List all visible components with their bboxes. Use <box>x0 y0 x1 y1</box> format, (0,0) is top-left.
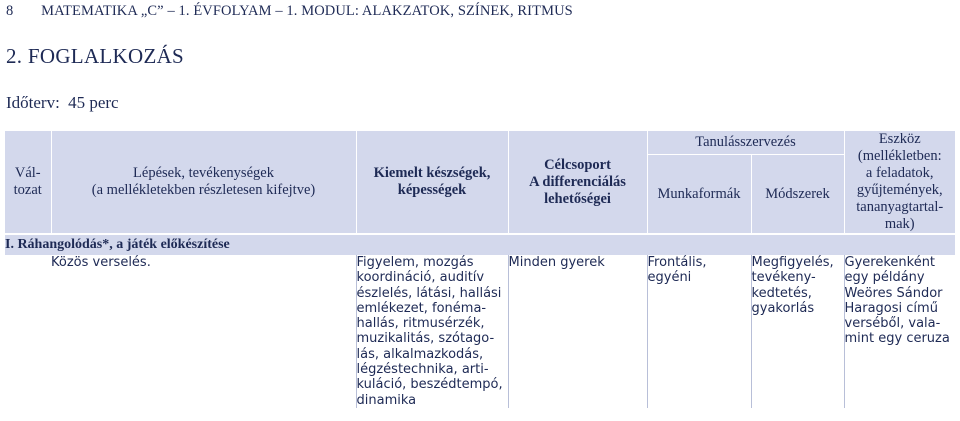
cell-skills: Figyelem, mozgás koordináció, auditív észlelés, látási, hallási emlékezet, fonéma- hallás, ritmusérzék, muzikalitás, szótago- lás, alkalmazkodás, légzéstechnika, arti- kuláció, beszédtempó, dinamika <box>356 255 508 408</box>
cell-tools: Gyerekenként egy példány Weöres Sándor Haragosi című verséből, vala- mint egy ceruza <box>844 255 950 347</box>
header-learning-organization: Tanulásszervezés <box>647 131 844 155</box>
header-work-forms: Munkaformák <box>647 155 751 235</box>
running-head-title: MATEMATIKA „C” – 1. ÉVFOLYAM – 1. MODUL: ALAKZATOK, SZÍNEK, RITMUS <box>41 3 573 19</box>
header-steps <box>51 131 356 234</box>
header-variant: Vál- tozat <box>5 131 51 234</box>
cell-work-forms: Frontális, egyéni <box>647 255 751 408</box>
header-methods: Módszerek <box>751 155 844 235</box>
header-steps-main: Lépések, tevékenységek <box>133 165 274 181</box>
table-row <box>5 255 955 408</box>
running-head <box>6 3 573 20</box>
section-row: I. Ráhangolódás*, a játék előkészítése <box>5 234 955 255</box>
time-plan-value: 45 perc <box>68 93 119 112</box>
cell-step: Közös verselés. <box>51 255 356 408</box>
time-plan <box>6 93 119 113</box>
header-steps-sub: (a mellékletekben részletesen kifejtve) <box>91 182 316 198</box>
cell-variant <box>5 255 51 408</box>
header-target-group: Célcsoport A differenciálás lehetőségei <box>508 131 647 234</box>
header-tools: Eszköz (mellékletben: a feladatok, gyűjtemények, tananyagtartal- mak) <box>844 131 955 234</box>
section-title: 2. FOGLALKOZÁS <box>6 44 185 68</box>
page-number: 8 <box>6 3 14 19</box>
header-skills: Kiemelt készségek, képességek <box>356 131 508 234</box>
cell-target: Minden gyerek <box>508 255 647 408</box>
cell-methods: Megfigyelés, tevékeny- kedtetés, gyakorlás <box>751 255 844 408</box>
lesson-plan-table <box>5 131 955 408</box>
time-plan-label: Időterv: <box>6 93 60 112</box>
